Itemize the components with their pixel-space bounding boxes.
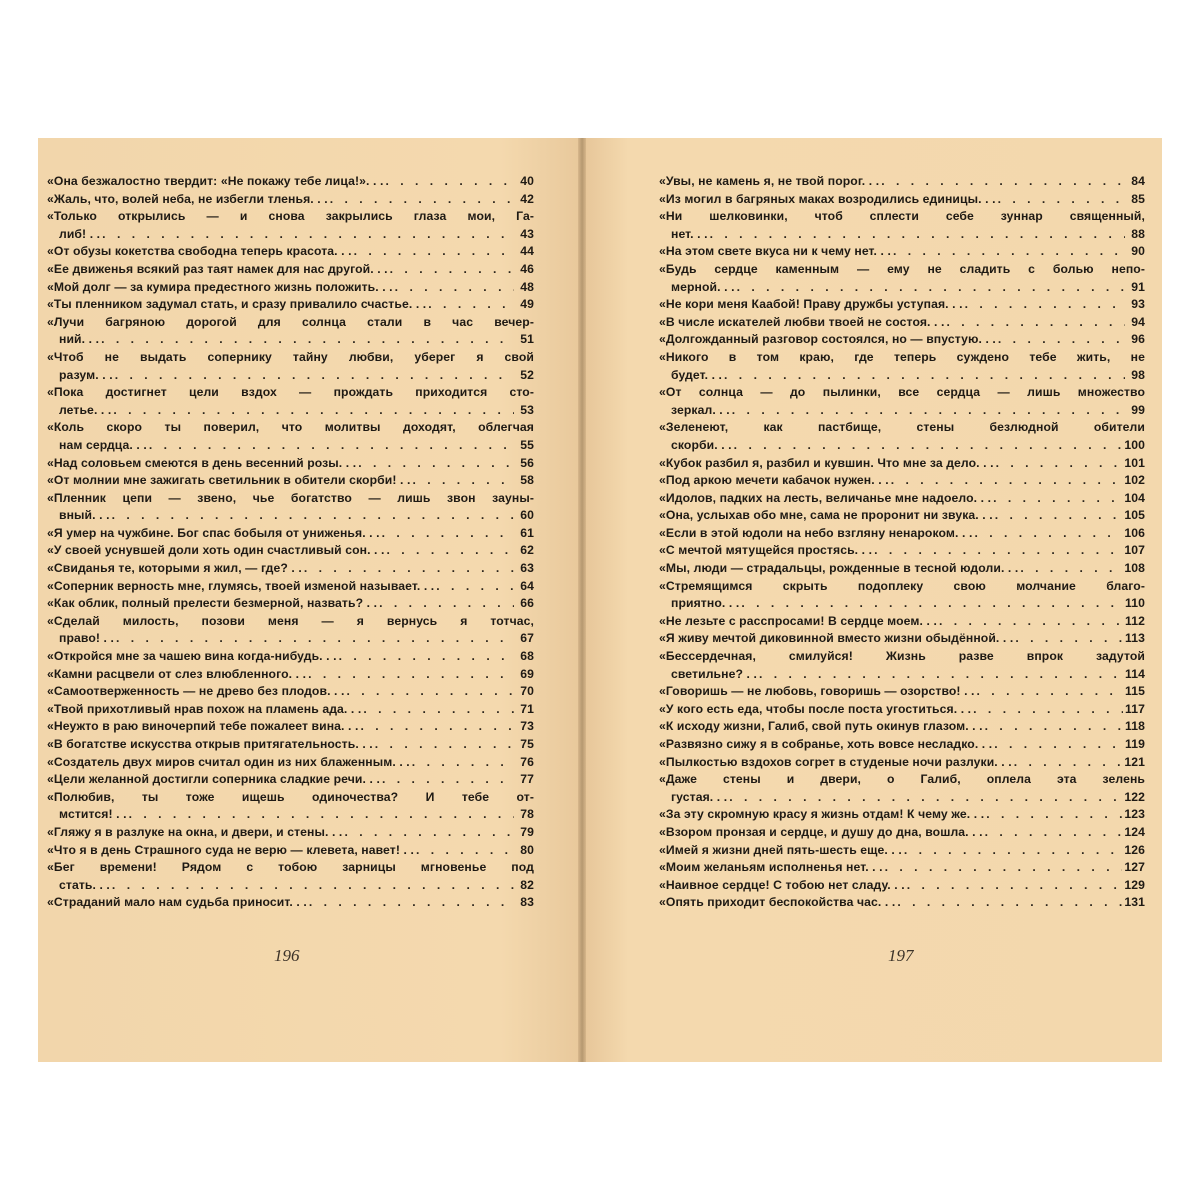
- toc-entry-page: 129: [1124, 877, 1145, 892]
- right-toc-list: [659, 173, 1145, 912]
- dot-leader: [330, 191, 514, 209]
- toc-entry-page: 63: [520, 561, 534, 576]
- toc-entry-title: «Откройся мне за чашею вина когда-нибудь. . .: [47, 649, 337, 664]
- right-page-number: 197: [888, 946, 914, 965]
- toc-entry-title: «Я живу мечтой диковинной вместо жизни обыдённой. . .: [659, 631, 1014, 646]
- dot-leader: [737, 279, 1125, 297]
- toc-entry: [659, 578, 1145, 613]
- toc-entry-page: 61: [520, 525, 534, 540]
- dot-leader: [998, 191, 1125, 209]
- toc-entry: [659, 525, 1145, 543]
- toc-entry: [659, 877, 1145, 895]
- toc-entry-page: 88: [1131, 226, 1145, 241]
- toc-entry-title: стать. . .: [59, 877, 110, 892]
- toc-entry-title: «Развязно сижу я в собранье, хоть вовсе несладко. . .: [659, 737, 993, 751]
- toc-entry: [47, 736, 534, 754]
- toc-entry-title: «Имей я жизни дней пять-шесть еще. . .: [659, 842, 902, 857]
- toc-entry-page: 108: [1124, 561, 1145, 576]
- toc-entry-title: приятно. . .: [671, 596, 740, 611]
- toc-entry-title: «Даже стены и двери, о Галиб, оплела эта зелень: [659, 772, 1145, 787]
- toc-entry: [47, 859, 534, 894]
- dot-leader: [416, 842, 514, 860]
- toc-entry-page: 80: [520, 842, 534, 857]
- toc-entry: [47, 683, 534, 701]
- toc-entry-page: 98: [1131, 367, 1145, 382]
- toc-entry: [659, 894, 1145, 912]
- dot-leader: [985, 718, 1123, 736]
- toc-entry-title: «Мой долг — за кумира предестного жизнь положить. . .: [47, 279, 393, 294]
- toc-entry-page: 100: [1124, 437, 1145, 452]
- dot-leader: [710, 226, 1125, 244]
- toc-entry-title: «Мы, люди — страдальцы, рожденные в тесной юдоли. . .: [659, 561, 1019, 576]
- toc-entry-title: мстится! . .: [59, 807, 127, 822]
- toc-entry: [47, 525, 534, 543]
- toc-entry: [47, 261, 534, 279]
- dot-leader: [129, 806, 514, 824]
- toc-entry-title: нет. . .: [671, 226, 708, 241]
- toc-entry: [659, 648, 1145, 683]
- dot-leader: [382, 771, 514, 789]
- toc-entry: [47, 842, 534, 860]
- dot-leader: [387, 542, 514, 560]
- toc-entry-title: «За эту скромную красу я жизнь отдам! К чему же. . .: [659, 807, 985, 822]
- toc-entry-page: 96: [1131, 332, 1145, 347]
- toc-entry-title: «Я умер на чужбине. Бог спас бобыля от униженья. . .: [47, 525, 380, 540]
- dot-leader: [149, 437, 514, 455]
- toc-entry-title: «Пылкостью вздохов согрет в студеные ночи разлуки. . .: [659, 754, 1012, 769]
- dot-leader: [347, 683, 515, 701]
- toc-entry-page: 77: [520, 772, 534, 787]
- dot-leader: [985, 824, 1123, 842]
- dot-leader: [881, 173, 1125, 191]
- toc-entry-page: 115: [1125, 684, 1145, 699]
- left-page-number: 196: [274, 946, 300, 965]
- toc-entry: [47, 771, 534, 789]
- dot-leader: [382, 525, 514, 543]
- dot-leader: [993, 490, 1122, 508]
- dot-leader: [375, 736, 514, 754]
- toc-entry-page: 93: [1131, 297, 1145, 312]
- dot-leader: [436, 578, 514, 596]
- toc-entry-title: либ! . .: [59, 226, 101, 241]
- dot-leader: [101, 331, 514, 349]
- dot-leader: [344, 824, 514, 842]
- dot-leader: [998, 331, 1125, 349]
- toc-entry-title: летье. . .: [59, 402, 112, 417]
- toc-entry-title: «Не кори меня Каабой! Праву дружбы уступая. . .: [659, 297, 963, 312]
- toc-entry-title: «Стремящимся скрыть подоплеку свою молчание благо-: [659, 578, 1145, 593]
- dot-leader: [995, 507, 1123, 525]
- toc-entry-title: «Что я в день Страшного суда не верю — клевета, навет! . .: [47, 842, 414, 857]
- toc-entry: [47, 701, 534, 719]
- toc-entry-title: «На этом свете вкуса ни к чему нет. . .: [659, 244, 891, 259]
- toc-entry-title: «Лучи багряною дорогой для солнца стали в час вечер-: [47, 314, 534, 329]
- toc-entry-page: 62: [520, 543, 534, 558]
- toc-entry-page: 121: [1124, 754, 1145, 769]
- dot-leader: [732, 402, 1125, 420]
- toc-entry: [659, 296, 1145, 314]
- toc-entry: [47, 718, 534, 736]
- toc-entry-title: «Моим желаньям исполненья нет. . .: [659, 860, 883, 875]
- toc-entry-page: 131: [1124, 895, 1145, 910]
- toc-entry-page: 112: [1125, 613, 1145, 628]
- toc-entry-page: 118: [1125, 719, 1145, 734]
- toc-entry: [659, 824, 1145, 842]
- toc-entry-title: «С мечтой мятущейся простясь. . .: [659, 543, 873, 558]
- toc-entry: [659, 683, 1145, 701]
- toc-entry-title: «Пленник цепи — звено, чье богатство — лишь звон зауны-: [47, 490, 534, 505]
- dot-leader: [1015, 630, 1123, 648]
- toc-entry-title: «Идолов, падких на лесть, величанье мне надоело. . .: [659, 490, 992, 505]
- toc-entry: [659, 701, 1145, 719]
- toc-entry-page: 114: [1125, 666, 1145, 681]
- toc-entry: [47, 894, 534, 912]
- toc-entry-title: «Чтоб не выдать сопернику тайну любви, уберег я свой: [47, 349, 534, 364]
- toc-entry-page: 66: [520, 596, 534, 611]
- dot-leader: [358, 455, 514, 473]
- toc-entry: [659, 613, 1145, 631]
- toc-entry-page: 64: [520, 578, 534, 593]
- toc-entry-title: «Самоотверженность — не древо без плодов. . .: [47, 684, 345, 699]
- toc-entry-title: «Она, услыхав обо мне, сама не проронит ни звука. . .: [659, 508, 993, 523]
- toc-entry-title: «К исходу жизни, Галиб, свой путь окинув глазом. . .: [659, 719, 983, 734]
- dot-leader: [395, 279, 514, 297]
- toc-entry-title: «Если в этой юдоли на небо взгляну ненароком. . .: [659, 525, 973, 540]
- toc-entry: [47, 314, 534, 349]
- toc-entry-page: 94: [1131, 314, 1145, 329]
- dot-leader: [116, 630, 514, 648]
- toc-entry: [659, 243, 1145, 261]
- dot-leader: [973, 701, 1123, 719]
- dot-leader: [115, 367, 514, 385]
- toc-entry: [659, 261, 1145, 296]
- toc-entry-page: 69: [520, 666, 534, 681]
- toc-entry: [659, 331, 1145, 349]
- toc-entry-title: «Опять приходит беспокойства час. . .: [659, 895, 896, 910]
- toc-entry: [659, 208, 1145, 243]
- toc-entry: [47, 789, 534, 824]
- toc-entry-page: 51: [520, 332, 534, 347]
- toc-entry-title: «Под аркою мечети кабачок нужен. . .: [659, 473, 889, 488]
- book-gutter: [578, 138, 586, 1062]
- toc-entry-title: скорби. . .: [671, 437, 732, 452]
- toc-entry-page: 79: [520, 824, 534, 839]
- toc-entry-title: светильне? . .: [671, 666, 757, 681]
- toc-entry-page: 52: [520, 367, 534, 382]
- toc-entry-title: «Долгожданный разговор состоялся, но — впустую. . .: [659, 332, 996, 347]
- toc-entry-page: 53: [520, 402, 534, 417]
- dot-leader: [904, 842, 1123, 860]
- toc-entry-title: «От молнии мне зажигать светильник в обители скорби! . .: [47, 473, 411, 488]
- toc-entry-page: 101: [1124, 455, 1145, 470]
- toc-entry: [659, 472, 1145, 490]
- toc-entry-page: 123: [1124, 807, 1145, 822]
- toc-entry-title: «В богатстве искусства открыв притягательность. . .: [47, 737, 373, 751]
- toc-entry-title: «Кубок разбил я, разбил и кувшин. Что мне за дело. . .: [659, 455, 994, 470]
- toc-entry-title: «Неужто в раю виночерпий тебе пожалеет вина. . .: [47, 719, 359, 734]
- dot-leader: [385, 173, 514, 191]
- toc-entry: [47, 648, 534, 666]
- toc-entry-title: «Бег времени! Рядом с тобою зарницы мгновенье под: [47, 860, 534, 875]
- toc-entry-title: «Ее движенья всякий раз таят намек для нас другой. . .: [47, 261, 388, 276]
- toc-entry-page: 83: [520, 895, 534, 910]
- toc-entry-title: разум. . .: [59, 367, 113, 382]
- toc-entry-title: «У кого есть еда, чтобы после поста угоститься. . .: [659, 701, 972, 716]
- dot-leader: [379, 595, 514, 613]
- dot-leader: [113, 402, 514, 420]
- toc-entry-page: 119: [1125, 737, 1145, 751]
- toc-entry-page: 107: [1124, 543, 1145, 558]
- toc-entry-page: 122: [1124, 789, 1145, 804]
- left-toc-list: [47, 173, 534, 912]
- toc-entry-title: «Наивное сердце! С тобою нет сладу. . .: [659, 877, 905, 892]
- toc-entry-title: «Будь сердце каменным — ему не сладить с болью непо-: [659, 261, 1145, 276]
- dot-leader: [893, 243, 1125, 261]
- toc-entry-title: «Только открылись — и снова закрылись глаза мои, Га-: [47, 209, 534, 224]
- toc-entry: [47, 824, 534, 842]
- dot-leader: [304, 560, 514, 578]
- toc-entry-page: 110: [1125, 596, 1145, 611]
- dot-leader: [729, 789, 1122, 807]
- toc-entry-page: 117: [1125, 701, 1145, 716]
- toc-entry-title: «Бессердечная, смилуйся! Жизнь разве впрок задутой: [659, 649, 1145, 664]
- toc-entry-page: 60: [520, 508, 534, 523]
- toc-entry-title: «Страданий мало нам судьба приносит. . .: [47, 895, 307, 910]
- toc-entry: [659, 191, 1145, 209]
- dot-leader: [1020, 560, 1122, 578]
- toc-entry-page: 55: [520, 437, 534, 452]
- toc-entry: [47, 296, 534, 314]
- dot-leader: [986, 806, 1122, 824]
- toc-entry-title: ний. . .: [59, 332, 100, 347]
- toc-entry-page: 70: [520, 684, 534, 699]
- toc-entry-title: «Жаль, что, волей неба, не избегли тленья. . .: [47, 191, 328, 206]
- toc-entry-page: 58: [520, 473, 534, 488]
- toc-entry-title: «Ты пленником задумал стать, и сразу привалило счастье. . .: [47, 297, 427, 312]
- toc-entry-title: «Камни расцвели от слез влюбленного. . .: [47, 666, 307, 681]
- toc-entry-page: 56: [520, 455, 534, 470]
- toc-entry-title: «Твой прихотливый нрав похож на пламень ада. . .: [47, 701, 362, 716]
- dot-leader: [734, 437, 1123, 455]
- toc-entry-page: 68: [520, 649, 534, 664]
- toc-entry-title: «Не лезьте с расспросами! В сердце моем. . .: [659, 613, 937, 628]
- dot-leader: [412, 472, 514, 490]
- toc-entry-title: «Создатель двух миров считал один из них блаженным. . .: [47, 754, 410, 769]
- toc-entry-page: 105: [1124, 508, 1145, 523]
- toc-entry: [47, 595, 534, 613]
- dot-leader: [361, 718, 515, 736]
- toc-entry-title: «Гляжу я в разлуке на окна, и двери, и стены. . .: [47, 824, 343, 839]
- toc-entry: [47, 349, 534, 384]
- toc-entry-title: «Никого в том краю, где теперь суждено тебе жить, не: [659, 349, 1145, 364]
- toc-entry: [47, 384, 534, 419]
- dot-leader: [309, 894, 514, 912]
- dot-leader: [339, 648, 514, 666]
- toc-entry-title: будет. . .: [671, 367, 723, 382]
- right-page: [582, 138, 1162, 1062]
- toc-entry-title: густая. . .: [671, 789, 728, 804]
- toc-entry-page: 48: [520, 279, 534, 294]
- dot-leader: [946, 314, 1125, 332]
- dot-leader: [939, 613, 1123, 631]
- toc-entry: [47, 191, 534, 209]
- dot-leader: [428, 296, 514, 314]
- toc-entry-title: «Полюбив, ты тоже ищешь одиночества? И тебе от-: [47, 789, 534, 804]
- toc-entry: [659, 718, 1145, 736]
- toc-entry-page: 82: [520, 877, 534, 892]
- toc-entry: [47, 419, 534, 454]
- dot-leader: [112, 877, 514, 895]
- toc-entry-page: 44: [520, 244, 534, 259]
- toc-entry: [47, 754, 534, 772]
- toc-entry-title: «Зеленеют, как пастбище, стены безлюдной обители: [659, 420, 1145, 435]
- toc-entry-title: «Соперник верность мне, глумясь, твоей изменой называет. . .: [47, 578, 435, 593]
- toc-entry-title: «Взором пронзая и сердце, и душу до дна, вошла. . .: [659, 824, 983, 839]
- toc-entry-title: «Ни шелковинки, чтоб сплести себе зуннар священный,: [659, 209, 1145, 224]
- toc-entry-page: 106: [1124, 525, 1145, 540]
- dot-leader: [112, 507, 514, 525]
- toc-entry: [659, 806, 1145, 824]
- toc-entry-page: 99: [1131, 402, 1145, 417]
- toc-entry: [47, 279, 534, 297]
- dot-leader: [965, 296, 1125, 314]
- toc-entry: [47, 490, 534, 525]
- toc-entry: [659, 384, 1145, 419]
- toc-entry-page: 126: [1124, 842, 1145, 857]
- toc-entry-title: «Как облик, полный прелести безмерной, назвать? . .: [47, 596, 378, 611]
- toc-entry-title: «Цели желанной достигли соперника сладкие речи. . .: [47, 772, 380, 787]
- toc-entry-title: «Свиданья те, которыми я жил, — где? . .: [47, 561, 302, 576]
- toc-entry: [659, 542, 1145, 560]
- toc-entry-page: 113: [1125, 631, 1145, 646]
- dot-leader: [996, 455, 1123, 473]
- dot-leader: [308, 666, 514, 684]
- toc-entry-page: 40: [520, 174, 534, 188]
- toc-entry-title: «От солнца — до пылинки, все сердца — лишь множество: [659, 385, 1145, 400]
- toc-entry-page: 76: [520, 754, 534, 769]
- toc-entry: [659, 490, 1145, 508]
- book-spread: [38, 138, 1162, 1062]
- toc-entry: [47, 208, 534, 243]
- toc-entry-page: 84: [1131, 174, 1145, 188]
- toc-entry: [47, 613, 534, 648]
- toc-entry-page: 91: [1131, 279, 1145, 294]
- toc-entry-page: 43: [520, 226, 534, 241]
- dot-leader: [354, 243, 514, 261]
- toc-entry: [659, 630, 1145, 648]
- toc-entry: [659, 754, 1145, 772]
- toc-entry-title: «Сделай милость, позови меня — я вернусь я тотчас,: [47, 613, 534, 628]
- toc-entry: [47, 472, 534, 490]
- dot-leader: [102, 226, 514, 244]
- toc-entry: [47, 666, 534, 684]
- toc-entry-title: «Она безжалостно твердит: «Не покажу тебе лица!». . .: [47, 174, 384, 188]
- toc-entry-page: 46: [520, 261, 534, 276]
- toc-entry-title: мерной. . .: [671, 279, 735, 294]
- toc-entry-page: 104: [1124, 490, 1145, 505]
- toc-entry: [47, 243, 534, 261]
- dot-leader: [363, 701, 514, 719]
- toc-entry: [659, 842, 1145, 860]
- toc-entry: [659, 507, 1145, 525]
- dot-leader: [977, 683, 1124, 701]
- toc-entry-page: 90: [1131, 244, 1145, 259]
- toc-entry-title: «Над соловьем смеются в день весенний розы. . .: [47, 455, 357, 470]
- toc-entry: [659, 859, 1145, 877]
- toc-entry: [659, 173, 1145, 191]
- toc-entry: [47, 560, 534, 578]
- toc-entry-title: зеркал. . .: [671, 402, 730, 417]
- toc-entry-page: 73: [520, 719, 534, 734]
- toc-entry: [659, 314, 1145, 332]
- toc-entry: [659, 349, 1145, 384]
- dot-leader: [891, 472, 1123, 490]
- toc-entry-page: 42: [520, 191, 534, 206]
- toc-entry-page: 49: [520, 297, 534, 312]
- dot-leader: [974, 525, 1122, 543]
- toc-entry-title: «От обузы кокетства свободна теперь красота. . .: [47, 244, 352, 259]
- dot-leader: [897, 894, 1122, 912]
- toc-entry-title: «Говоришь — не любовь, говоришь — озорство! . .: [659, 684, 975, 699]
- toc-entry: [659, 771, 1145, 806]
- toc-entry-title: вный. . .: [59, 508, 110, 523]
- dot-leader: [390, 261, 514, 279]
- toc-entry: [47, 578, 534, 596]
- toc-entry-page: 67: [520, 631, 534, 646]
- dot-leader: [412, 754, 514, 772]
- toc-entry: [47, 455, 534, 473]
- toc-entry-page: 78: [520, 807, 534, 822]
- dot-leader: [874, 542, 1122, 560]
- toc-entry: [659, 455, 1145, 473]
- toc-entry-title: право! . .: [59, 631, 114, 646]
- toc-entry-page: 71: [520, 701, 534, 716]
- toc-entry-page: 75: [520, 737, 534, 751]
- dot-leader: [1014, 754, 1123, 772]
- dot-leader: [885, 859, 1123, 877]
- dot-leader: [759, 666, 1123, 684]
- toc-entry-title: «Пока достигнет цели вздох — прождать приходится сто-: [47, 385, 534, 400]
- toc-entry-page: 127: [1124, 860, 1145, 875]
- dot-leader: [994, 736, 1123, 754]
- toc-entry-title: «Из могил в багряных маках возродились единицы. . .: [659, 191, 996, 206]
- toc-entry-page: 124: [1124, 824, 1145, 839]
- toc-entry: [659, 419, 1145, 454]
- left-page: [38, 138, 582, 1062]
- dot-leader: [907, 877, 1123, 895]
- toc-entry-title: «В числе искателей любви твоей не состоя. . .: [659, 314, 945, 329]
- toc-entry-page: 102: [1124, 473, 1145, 488]
- toc-entry-title: «У своей уснувшей доли хоть один счастливый сон. . .: [47, 543, 385, 558]
- dot-leader: [724, 367, 1125, 385]
- toc-entry-title: нам сердца. . .: [59, 437, 147, 452]
- toc-entry-title: «Коль скоро ты поверил, что молитвы доходят, облегчая: [47, 420, 534, 435]
- toc-entry: [47, 173, 534, 191]
- toc-entry: [659, 736, 1145, 754]
- dot-leader: [741, 595, 1123, 613]
- toc-entry: [659, 560, 1145, 578]
- toc-entry: [47, 542, 534, 560]
- toc-entry-page: 85: [1131, 191, 1145, 206]
- toc-entry-title: «Увы, не камень я, не твой порог. . .: [659, 174, 880, 188]
